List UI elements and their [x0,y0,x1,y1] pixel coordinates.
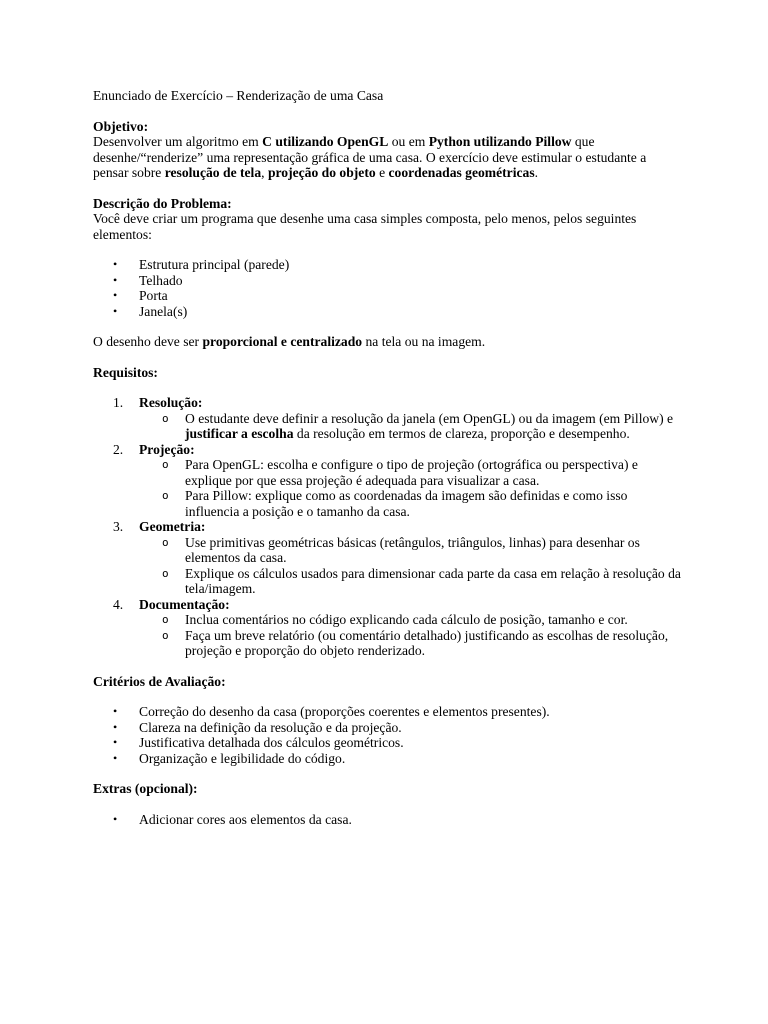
requisito-sublist [139,612,683,659]
descricao-paragraph: Você deve criar um programa que desenhe uma casa simples composta, pelo menos, pelos seguintes elementos: [93,211,637,242]
requisito-label: Geometria: [139,519,206,534]
sub-item: o Explique os cálculos usados para dimensionar cada parte da casa em relação à resolução da tela/imagem. [139,566,683,597]
objetivo-text-3: que desenhe/“renderize” uma representação gráfica de uma casa. O exercício deve estimular o estudante a pensar sobre [93,134,647,180]
objetivo-text-4: , [261,165,268,180]
objetivo-paragraph [93,134,683,181]
descricao-list [93,257,683,319]
sub-item: o Para OpenGL: escolha e configure o tipo de projeção (ortográfica ou perspectiva) e explique por que essa projeção é adequada para visualizar a casa. [139,457,683,488]
requisito-label: Resolução: [139,395,203,410]
descricao-heading: Descrição do Problema: [93,195,232,211]
list-item: • Organização e legibilidade do código. [93,751,683,767]
requisito-label: Projeção: [139,441,195,457]
objetivo-heading: Objetivo: [93,118,149,134]
requisitos-section [93,365,683,659]
objetivo-bold-2: Python utilizando Pillow [428,134,572,149]
requisitos-heading: Requisitos: [93,364,158,380]
objetivo-text-6: . [534,165,539,180]
requisito-number: 2. [113,441,124,457]
requisito-sublist [139,535,683,597]
objetivo-bold-4: projeção do objeto [267,165,376,180]
requisito-sublist [139,411,683,442]
sub-item-bold: justificar a escolha [185,426,294,441]
objetivo-bold-5: coordenadas geométricas [388,165,535,180]
list-item: • Janela(s) [93,304,683,320]
requisitos-list [93,395,683,659]
document-title: Enunciado de Exercício – Renderização de uma Casa [93,88,384,103]
objetivo-text-5: e [375,165,389,180]
criterios-section [93,674,683,767]
list-item: • Telhado [93,273,683,289]
sub-item: o Para Pillow: explique como as coordenadas da imagem são definidas e como isso influencia a posição e o tamanho da casa. [139,488,683,519]
extras-heading: Extras (opcional): [93,781,198,796]
extras-section [93,781,683,827]
descricao-final-paragraph [93,334,683,350]
sub-item-text-1: O estudante deve definir a resolução da janela (em OpenGL) ou da imagem (em Pillow) e [185,410,674,426]
requisito-sublist [139,457,683,519]
criterios-list [93,704,683,766]
requisito-item [93,597,683,659]
requisito-item [93,442,683,520]
requisito-number: 1. [113,395,124,410]
requisito-number: 4. [113,596,124,612]
sub-item: o Use primitivas geométricas básicas (retângulos, triângulos, linhas) para desenhar os elementos da casa. [139,535,683,566]
requisito-label: Documentação: [139,596,230,612]
requisito-item [93,395,683,442]
sub-item [139,411,683,442]
list-item: • Correção do desenho da casa (proporções coerentes e elementos presentes). [93,704,683,720]
sub-item: o Inclua comentários no código explicando cada cálculo de posição, tamanho e cor. [139,612,683,628]
objetivo-section [93,119,683,181]
descricao-final-bold: proporcional e centralizado [202,334,363,349]
objetivo-bold-3: resolução de tela [164,165,262,180]
descricao-section [93,196,683,350]
list-item: • Porta [93,288,683,304]
list-item: • Adicionar cores aos elementos da casa. [93,812,683,828]
sub-item: o Faça um breve relatório (ou comentário detalhado) justificando as escolhas de resolução, projeção e proporção do objeto renderizado. [139,628,683,659]
sub-item-text-2: da resolução em termos de clareza, proporção e desempenho. [293,426,630,441]
list-item: • Justificativa detalhada dos cálculos geométricos. [93,735,683,751]
document-body [93,88,683,842]
criterios-heading: Critérios de Avaliação: [93,673,226,689]
requisito-number: 3. [113,519,124,534]
list-item: • Estrutura principal (parede) [93,257,683,273]
extras-list [93,812,683,828]
requisito-item [93,519,683,597]
descricao-final-text-2: na tela ou na imagem. [362,334,486,349]
descricao-final-text-1: O desenho deve ser [93,334,203,349]
objetivo-bold-1: C utilizando OpenGL [262,134,389,149]
objetivo-text-2: ou em [388,134,429,149]
objetivo-text-1: Desenvolver um algoritmo em [93,134,263,149]
list-item: • Clareza na definição da resolução e da projeção. [93,720,683,736]
